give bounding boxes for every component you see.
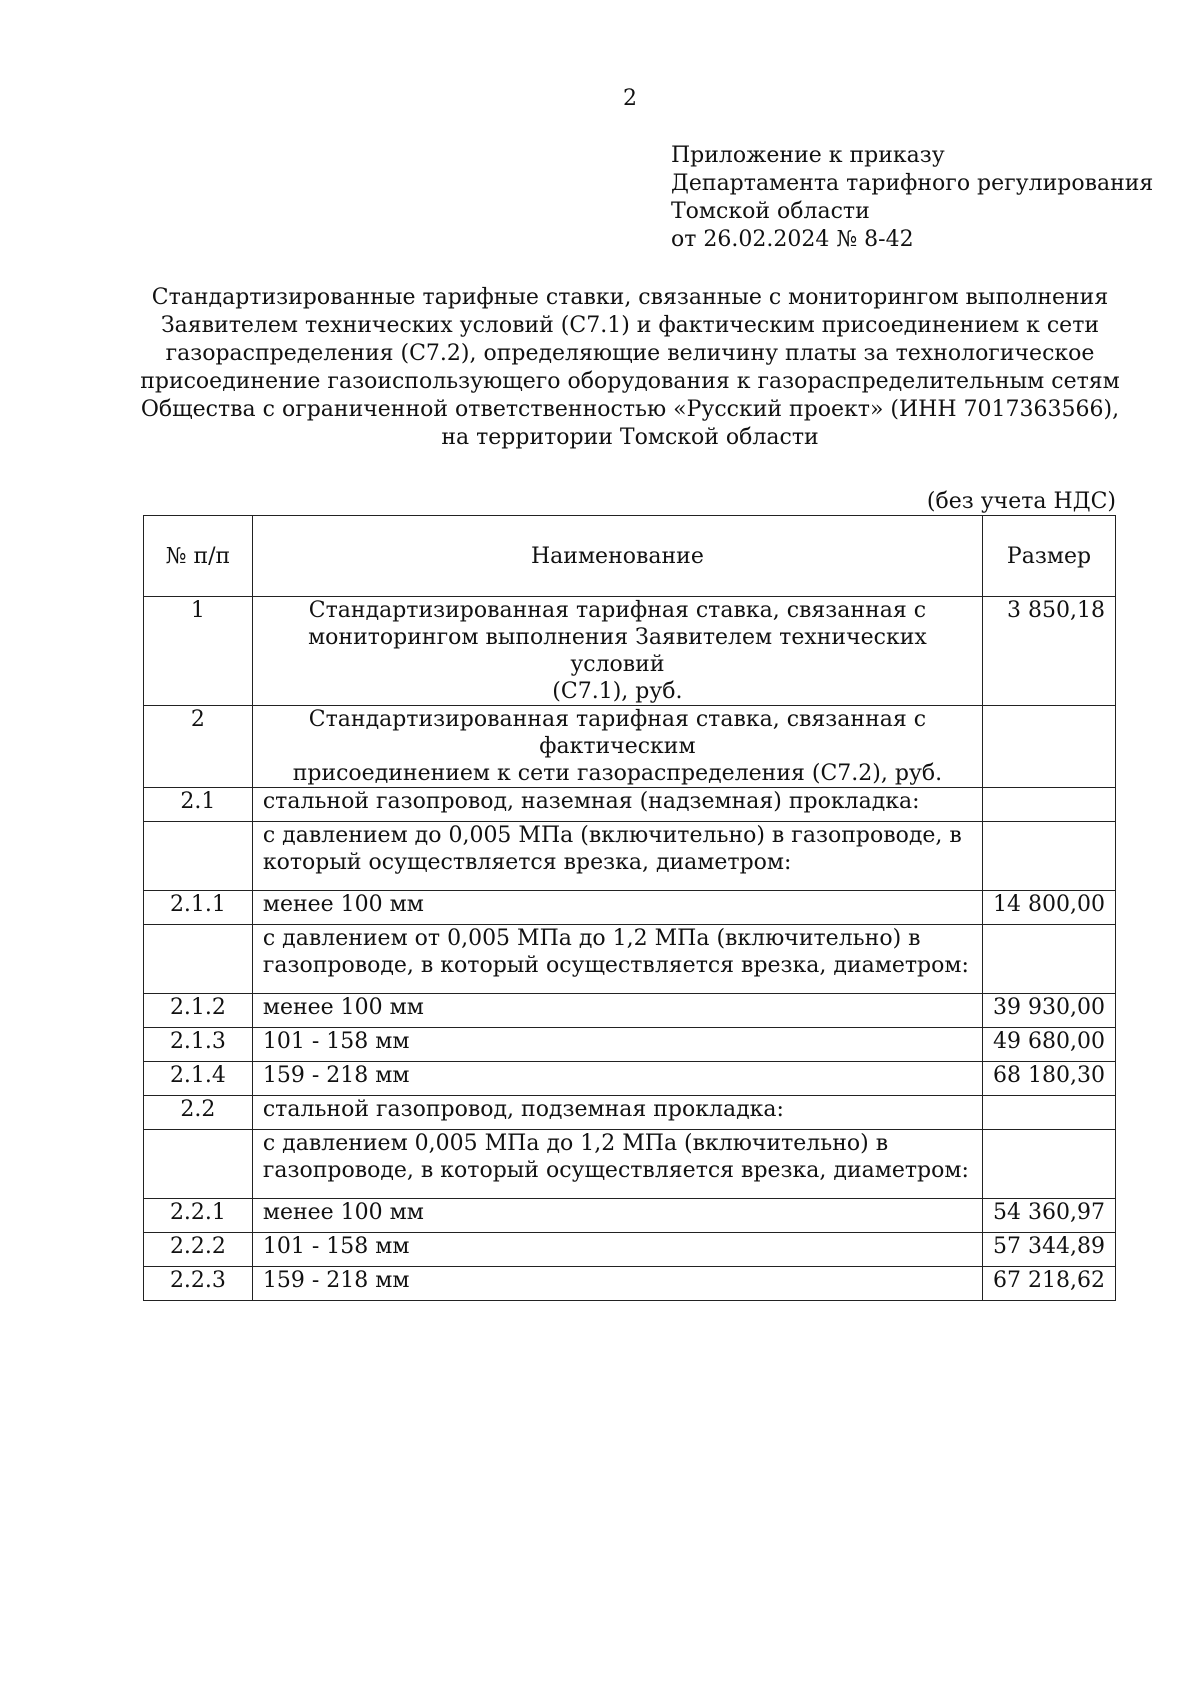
row-name [252, 822, 982, 891]
row-name-line: с давлением 0,005 МПа до 1,2 МПа (включительно) в [262, 1131, 889, 1156]
row-name [252, 1130, 982, 1199]
row-name: 101 - 158 мм [252, 1233, 982, 1267]
row-value: 57 344,89 [982, 1233, 1115, 1267]
appendix-line: Томской области [671, 199, 870, 224]
table-row [144, 1130, 1116, 1199]
row-name-line: Стандартизированная тарифная ставка, связанная с фактическим [308, 707, 927, 759]
table-row [144, 1062, 1116, 1096]
row-num: 2.1.1 [144, 891, 253, 925]
row-num: 2 [144, 706, 253, 788]
row-name: стальной газопровод, наземная (надземная) прокладка: [252, 788, 982, 822]
table-row [144, 925, 1116, 994]
row-name-line: мониторингом выполнения Заявителем технических условий [308, 625, 927, 677]
row-num: 2.2.2 [144, 1233, 253, 1267]
row-num: 2.2 [144, 1096, 253, 1130]
title-line: Стандартизированные тарифные ставки, связанные с мониторингом выполнения [151, 285, 1109, 310]
appendix-date-number: от 26.02.2024 № 8-42 [671, 227, 914, 252]
table-row [144, 597, 1116, 706]
row-value: 3 850,18 [982, 597, 1115, 706]
title-line: Заявителем технических условий (С7.1) и фактическим присоединением к сети [160, 313, 1100, 338]
row-value: 67 218,62 [982, 1267, 1115, 1301]
row-value: 39 930,00 [982, 994, 1115, 1028]
title-line: газораспределения (С7.2), определяющие величину платы за технологическое [165, 341, 1095, 366]
row-value [982, 1096, 1115, 1130]
tariff-table [143, 515, 1116, 1301]
table-row [144, 994, 1116, 1028]
header-num: № п/п [144, 516, 253, 597]
row-name-line: присоединением к сети газораспределения (С7.2), руб. [292, 761, 943, 786]
row-name-line: газопроводе, в который осуществляется врезка, диаметром: [262, 1158, 969, 1183]
table-row [144, 1199, 1116, 1233]
row-name: 159 - 218 мм [252, 1062, 982, 1096]
row-name-line: с давлением до 0,005 МПа (включительно) в газопроводе, в [262, 823, 962, 848]
row-name [252, 597, 982, 706]
row-value [982, 1130, 1115, 1199]
row-name-line: газопроводе, в который осуществляется врезка, диаметром: [262, 953, 969, 978]
row-value [982, 706, 1115, 788]
table-row [144, 1028, 1116, 1062]
table-header-row [144, 516, 1116, 597]
row-num: 2.2.3 [144, 1267, 253, 1301]
row-num [144, 822, 253, 891]
row-name: 101 - 158 мм [252, 1028, 982, 1062]
row-name-line: (С7.1), руб. [552, 679, 683, 704]
row-num [144, 925, 253, 994]
row-name-line: который осуществляется врезка, диаметром: [262, 850, 792, 875]
document-title [140, 284, 1120, 452]
row-name-line: Стандартизированная тарифная ставка, связанная с [308, 598, 927, 623]
row-name [252, 706, 982, 788]
row-num: 2.1.2 [144, 994, 253, 1028]
row-value [982, 788, 1115, 822]
vat-note: (без учета НДС) [926, 489, 1116, 514]
table-row [144, 706, 1116, 788]
page-number: 2 [623, 86, 637, 111]
row-value: 49 680,00 [982, 1028, 1115, 1062]
row-num: 2.2.1 [144, 1199, 253, 1233]
row-value: 68 180,30 [982, 1062, 1115, 1096]
table-row [144, 1096, 1116, 1130]
table-row [144, 891, 1116, 925]
header-value: Размер [982, 516, 1115, 597]
table-row [144, 1267, 1116, 1301]
row-num: 2.1.4 [144, 1062, 253, 1096]
row-value [982, 822, 1115, 891]
row-name: менее 100 мм [252, 1199, 982, 1233]
title-line: Общества с ограниченной ответственностью «Русский проект» (ИНН 7017363566), [140, 397, 1120, 422]
row-num: 2.1 [144, 788, 253, 822]
row-name-line: с давлением от 0,005 МПа до 1,2 МПа (включительно) в [262, 926, 921, 951]
table-row [144, 788, 1116, 822]
row-value: 54 360,97 [982, 1199, 1115, 1233]
title-line: на территории Томской области [441, 425, 819, 450]
row-num [144, 1130, 253, 1199]
row-name: стальной газопровод, подземная прокладка: [252, 1096, 982, 1130]
appendix-line: Приложение к приказу [671, 143, 945, 168]
header-name: Наименование [252, 516, 982, 597]
row-num: 1 [144, 597, 253, 706]
row-value: 14 800,00 [982, 891, 1115, 925]
row-num: 2.1.3 [144, 1028, 253, 1062]
appendix-header [671, 142, 1153, 254]
row-value [982, 925, 1115, 994]
row-name: менее 100 мм [252, 891, 982, 925]
appendix-line: Департамента тарифного регулирования [671, 171, 1154, 196]
row-name: менее 100 мм [252, 994, 982, 1028]
table-row [144, 1233, 1116, 1267]
table-row [144, 822, 1116, 891]
title-line: присоединение газоиспользующего оборудования к газораспределительным сетям [140, 369, 1120, 394]
row-name: 159 - 218 мм [252, 1267, 982, 1301]
row-name [252, 925, 982, 994]
